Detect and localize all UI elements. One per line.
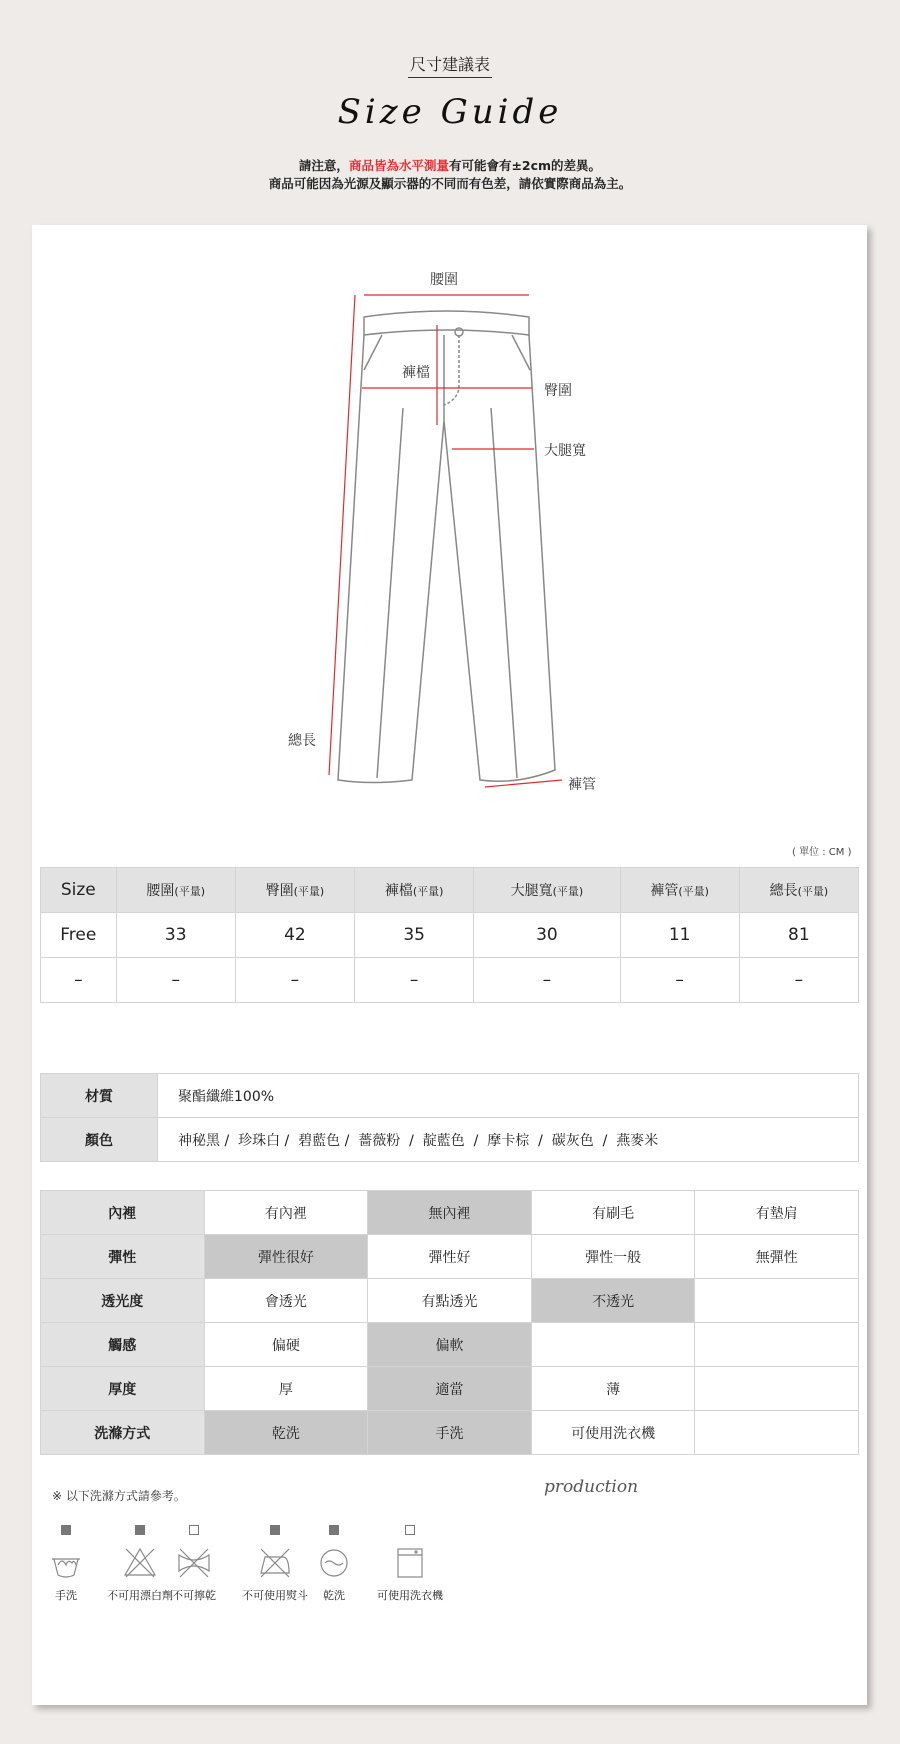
attribute-row bbox=[41, 1411, 859, 1455]
care-checkbox bbox=[189, 1525, 199, 1535]
attribute-table bbox=[40, 1190, 859, 1455]
label-hem: 褲管 bbox=[568, 777, 596, 793]
attribute-label: 洗滌方式 bbox=[41, 1411, 205, 1455]
no-iron-icon bbox=[257, 1545, 293, 1581]
color-label: 顏色 bbox=[41, 1118, 158, 1162]
size-table bbox=[40, 867, 859, 1003]
care-item bbox=[237, 1525, 313, 1603]
attribute-row bbox=[41, 1191, 859, 1235]
size-header-main: 臀圍 bbox=[265, 883, 294, 899]
notice-highlight: 商品皆為水平測量 bbox=[348, 158, 449, 173]
attribute-label: 觸感 bbox=[41, 1323, 205, 1367]
attribute-option bbox=[695, 1279, 859, 1323]
size-cell: – bbox=[474, 958, 620, 1003]
care-checkbox bbox=[405, 1525, 415, 1535]
attribute-option: 有墊肩 bbox=[695, 1191, 859, 1235]
pants-diagram bbox=[32, 225, 867, 825]
attribute-option: 乾洗 bbox=[204, 1411, 368, 1455]
notice-line-1: 請注意，商品皆為水平測量有可能會有±2cm的差異。 bbox=[298, 158, 602, 173]
attribute-row bbox=[41, 1367, 859, 1411]
size-header-cell bbox=[235, 868, 354, 913]
size-header-main: 腰圍 bbox=[146, 883, 175, 899]
size-cell: 33 bbox=[116, 913, 235, 958]
size-cell: 11 bbox=[620, 913, 739, 958]
attribute-option: 無彈性 bbox=[695, 1235, 859, 1279]
attribute-option: 無內裡 bbox=[368, 1191, 532, 1235]
size-header-main: Size bbox=[60, 880, 96, 900]
size-header-cell bbox=[739, 868, 858, 913]
size-header-sub: (平量) bbox=[797, 885, 829, 898]
size-cell: – bbox=[116, 958, 235, 1003]
attribute-option: 會透光 bbox=[204, 1279, 368, 1323]
attribute-option: 適當 bbox=[368, 1367, 532, 1411]
care-checkbox bbox=[270, 1525, 280, 1535]
care-label: 不可擰乾 bbox=[172, 1589, 216, 1602]
attribute-option: 偏軟 bbox=[368, 1323, 532, 1367]
size-cell: – bbox=[41, 958, 117, 1003]
attribute-option: 有點透光 bbox=[368, 1279, 532, 1323]
size-header-sub: (平量) bbox=[552, 885, 584, 898]
size-header-main: 總長 bbox=[769, 883, 798, 899]
size-header-main: 褲檔 bbox=[384, 883, 413, 899]
material-row bbox=[41, 1074, 859, 1118]
size-header-main: 褲管 bbox=[650, 883, 679, 899]
attribute-option: 厚 bbox=[204, 1367, 368, 1411]
label-waist: 腰圍 bbox=[430, 272, 458, 288]
attribute-option: 有內裡 bbox=[204, 1191, 368, 1235]
size-header-main: 大腿寬 bbox=[510, 883, 553, 899]
care-note: ※ 以下洗滌方式請參考。 bbox=[52, 1489, 186, 1503]
material-table bbox=[40, 1073, 859, 1162]
size-cell: – bbox=[739, 958, 858, 1003]
care-label: 乾洗 bbox=[323, 1589, 345, 1602]
attribute-option bbox=[695, 1367, 859, 1411]
care-label: 可使用洗衣機 bbox=[377, 1589, 443, 1602]
attribute-label: 透光度 bbox=[41, 1279, 205, 1323]
attribute-option: 手洗 bbox=[368, 1411, 532, 1455]
size-cell: Free bbox=[41, 913, 117, 958]
size-header-sub: (平量) bbox=[174, 885, 206, 898]
size-cell: 42 bbox=[235, 913, 354, 958]
care-item bbox=[312, 1525, 356, 1603]
attribute-label: 彈性 bbox=[41, 1235, 205, 1279]
title-en: Size Guide bbox=[337, 92, 563, 132]
color-row bbox=[41, 1118, 859, 1162]
attribute-label: 厚度 bbox=[41, 1367, 205, 1411]
attribute-option: 彈性好 bbox=[368, 1235, 532, 1279]
attribute-option bbox=[695, 1411, 859, 1455]
size-card bbox=[32, 225, 867, 1705]
size-header-cell bbox=[116, 868, 235, 913]
label-thigh: 大腿寬 bbox=[544, 443, 586, 459]
care-item bbox=[172, 1525, 216, 1603]
notice-line-2: 商品可能因為光源及顯示器的不同而有色差，請依實際商品為主。 bbox=[268, 176, 632, 191]
attribute-option: 薄 bbox=[531, 1367, 695, 1411]
size-header-cell bbox=[355, 868, 474, 913]
attribute-row bbox=[41, 1323, 859, 1367]
size-header-sub: (平量) bbox=[678, 885, 709, 898]
size-header-cell bbox=[620, 868, 739, 913]
production-label: production bbox=[544, 1477, 639, 1497]
attribute-option bbox=[531, 1323, 695, 1367]
size-cell: 35 bbox=[355, 913, 474, 958]
care-label: 不可用漂白劑 bbox=[107, 1589, 173, 1602]
size-header-cell bbox=[474, 868, 620, 913]
material-value: 聚酯纖維100% bbox=[158, 1074, 859, 1118]
size-cell: 81 bbox=[739, 913, 858, 958]
care-checkbox bbox=[329, 1525, 339, 1535]
size-cell: 30 bbox=[474, 913, 620, 958]
attribute-label: 內裡 bbox=[41, 1191, 205, 1235]
care-item bbox=[372, 1525, 448, 1603]
attribute-option: 彈性一般 bbox=[531, 1235, 695, 1279]
care-checkbox bbox=[61, 1525, 71, 1535]
hand-wash-icon bbox=[48, 1545, 84, 1581]
label-rise: 褲檔 bbox=[402, 365, 430, 381]
care-item bbox=[44, 1525, 88, 1603]
size-table-row bbox=[41, 913, 859, 958]
size-header-sub: (平量) bbox=[293, 885, 325, 898]
attribute-option: 偏硬 bbox=[204, 1323, 368, 1367]
size-table-row bbox=[41, 958, 859, 1003]
attribute-option: 彈性很好 bbox=[204, 1235, 368, 1279]
label-hip: 臀圍 bbox=[544, 383, 572, 399]
size-header-sub: (平量) bbox=[412, 885, 444, 898]
dry-clean-icon bbox=[316, 1545, 352, 1581]
attribute-row bbox=[41, 1235, 859, 1279]
title-zh: 尺寸建議表 bbox=[0, 52, 900, 75]
color-value: 神秘黑 / 珍珠白 / 碧藍色 / 薔薇粉 / 靛藍色 / 摩卡棕 / 碳灰色 / 燕麥米 bbox=[158, 1118, 859, 1162]
attribute-option: 可使用洗衣機 bbox=[531, 1411, 695, 1455]
no-wring-icon bbox=[176, 1545, 212, 1581]
size-table-header bbox=[41, 868, 859, 913]
pants-illustration bbox=[32, 225, 867, 825]
size-cell: – bbox=[620, 958, 739, 1003]
care-label: 不可使用熨斗 bbox=[242, 1589, 308, 1602]
size-cell: – bbox=[235, 958, 354, 1003]
unit-note: ( 單位 : CM ) bbox=[792, 847, 852, 858]
material-label: 材質 bbox=[41, 1074, 158, 1118]
attribute-option bbox=[695, 1323, 859, 1367]
care-checkbox bbox=[135, 1525, 145, 1535]
size-cell: – bbox=[355, 958, 474, 1003]
attribute-option: 有刷毛 bbox=[531, 1191, 695, 1235]
attribute-row bbox=[41, 1279, 859, 1323]
no-bleach-icon bbox=[122, 1545, 158, 1581]
size-header-cell bbox=[41, 868, 117, 913]
attribute-option: 不透光 bbox=[531, 1279, 695, 1323]
care-label: 手洗 bbox=[55, 1589, 77, 1602]
label-length: 總長 bbox=[288, 733, 316, 749]
care-item bbox=[102, 1525, 178, 1603]
washing-machine-icon bbox=[392, 1545, 428, 1581]
